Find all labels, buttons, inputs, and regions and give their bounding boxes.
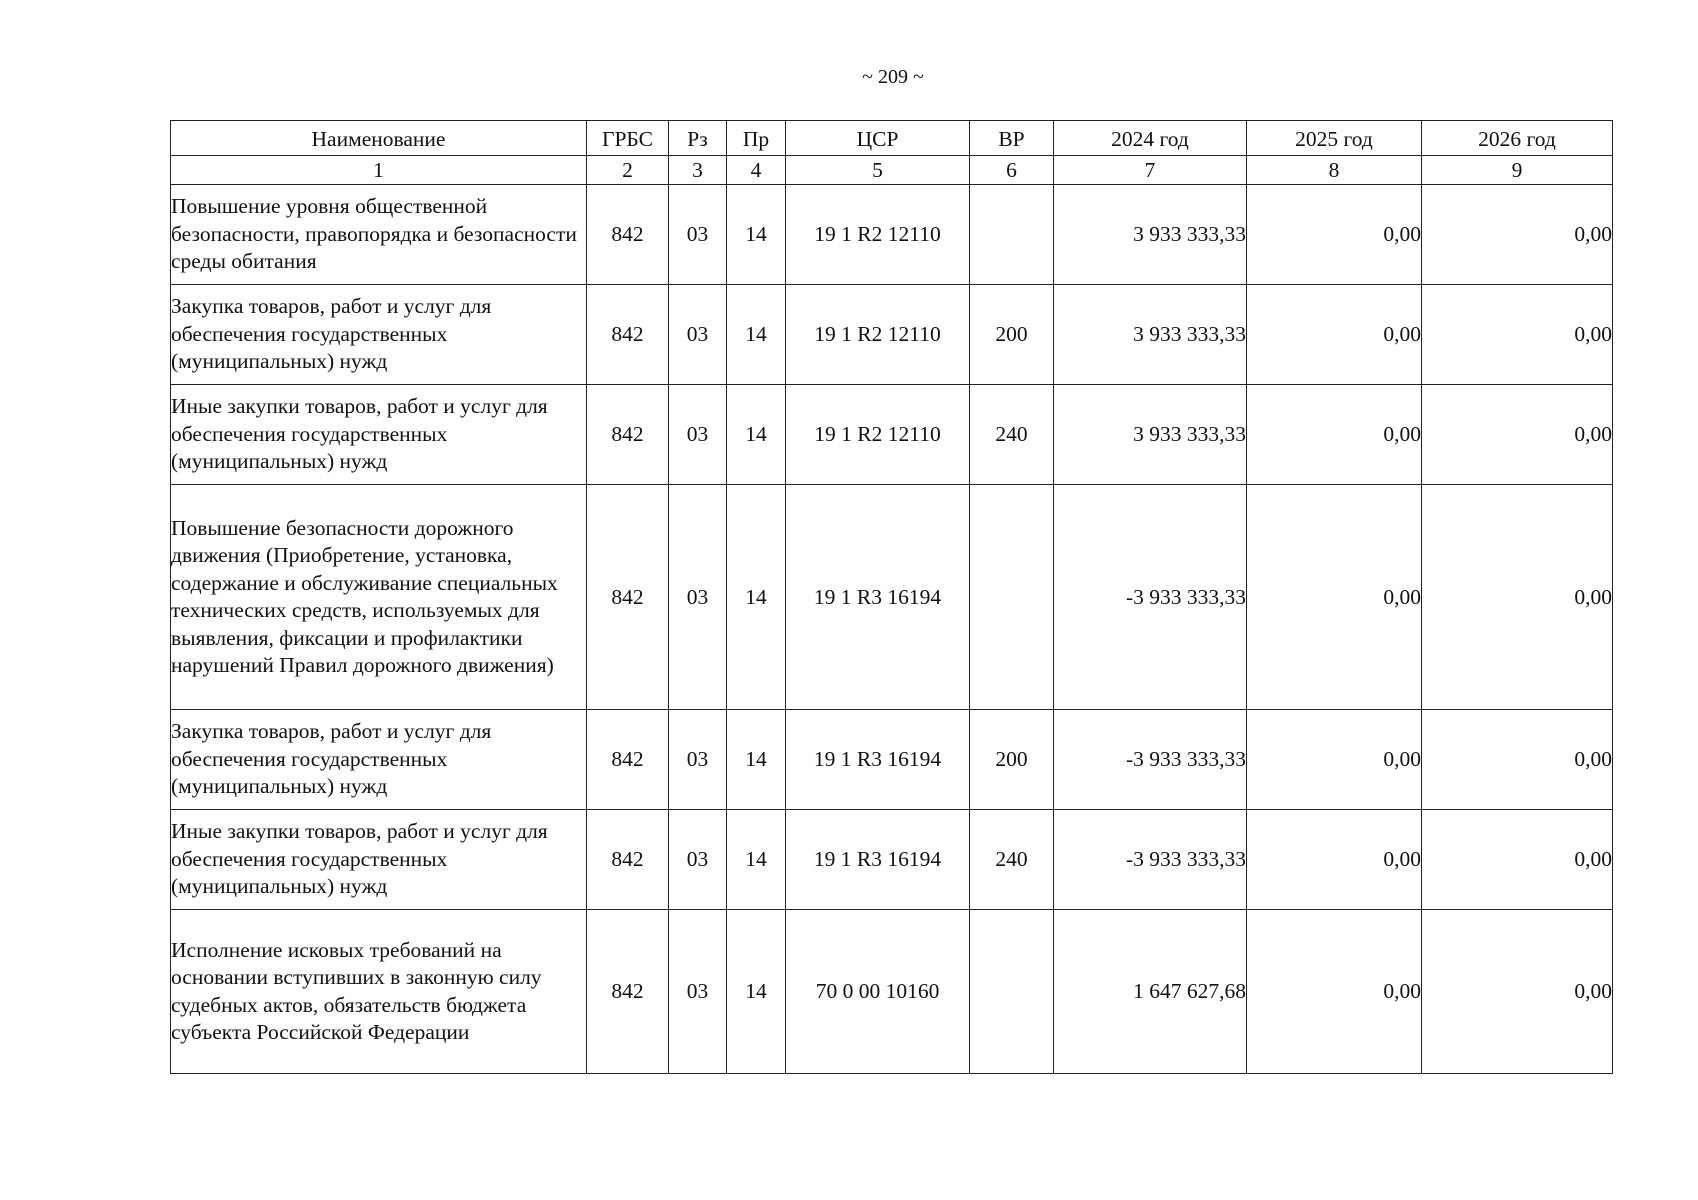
column-number: 9 — [1422, 156, 1613, 185]
cell-2024: -3 933 333,33 — [1054, 485, 1247, 710]
cell-pr: 14 — [727, 910, 786, 1074]
cell-2025: 0,00 — [1247, 710, 1422, 810]
cell-2024: 1 647 627,68 — [1054, 910, 1247, 1074]
cell-vr: 200 — [970, 710, 1054, 810]
cell-rz: 03 — [669, 285, 727, 385]
column-number: 2 — [587, 156, 669, 185]
column-number: 6 — [970, 156, 1054, 185]
cell-name: Повышение безопасности дорожного движения (Приобретение, установка, содержание и обслуживание специальных технических средств, используемых для выявления, фиксации и профилактики нарушений Правил дорожного движения) — [171, 485, 587, 710]
cell-name: Закупка товаров, работ и услуг для обеспечения государственных (муниципальных) нужд — [171, 710, 587, 810]
cell-csr: 19 1 R3 16194 — [786, 710, 970, 810]
header-grbs: ГРБС — [587, 121, 669, 156]
cell-2026: 0,00 — [1422, 910, 1613, 1074]
header-name: Наименование — [171, 121, 587, 156]
header-row — [171, 121, 1613, 156]
table-row — [171, 285, 1613, 385]
header-rz: Рз — [669, 121, 727, 156]
cell-name: Исполнение исковых требований на основании вступивших в законную силу судебных актов, обязательств бюджета субъекта Российской Федерации — [171, 910, 587, 1074]
column-number: 8 — [1247, 156, 1422, 185]
cell-rz: 03 — [669, 385, 727, 485]
header-pr: Пр — [727, 121, 786, 156]
header-2024: 2024 год — [1054, 121, 1247, 156]
cell-2026: 0,00 — [1422, 385, 1613, 485]
column-number: 4 — [727, 156, 786, 185]
cell-csr: 19 1 R2 12110 — [786, 285, 970, 385]
cell-grbs: 842 — [587, 485, 669, 710]
cell-2025: 0,00 — [1247, 485, 1422, 710]
cell-vr: 240 — [970, 385, 1054, 485]
cell-csr: 19 1 R2 12110 — [786, 185, 970, 285]
cell-vr — [970, 910, 1054, 1074]
column-number: 7 — [1054, 156, 1247, 185]
budget-table — [170, 120, 1613, 1074]
cell-vr: 240 — [970, 810, 1054, 910]
cell-2025: 0,00 — [1247, 285, 1422, 385]
cell-vr: 200 — [970, 285, 1054, 385]
cell-grbs: 842 — [587, 385, 669, 485]
cell-name: Закупка товаров, работ и услуг для обеспечения государственных (муниципальных) нужд — [171, 285, 587, 385]
header-csr: ЦСР — [786, 121, 970, 156]
cell-vr — [970, 185, 1054, 285]
cell-pr: 14 — [727, 810, 786, 910]
cell-2026: 0,00 — [1422, 285, 1613, 385]
cell-grbs: 842 — [587, 710, 669, 810]
cell-grbs: 842 — [587, 285, 669, 385]
header-2025: 2025 год — [1247, 121, 1422, 156]
table-row — [171, 810, 1613, 910]
cell-vr — [970, 485, 1054, 710]
header-2026: 2026 год — [1422, 121, 1613, 156]
cell-2025: 0,00 — [1247, 910, 1422, 1074]
table-row — [171, 385, 1613, 485]
cell-csr: 19 1 R3 16194 — [786, 810, 970, 910]
cell-pr: 14 — [727, 185, 786, 285]
cell-2026: 0,00 — [1422, 810, 1613, 910]
cell-2024: 3 933 333,33 — [1054, 385, 1247, 485]
cell-rz: 03 — [669, 710, 727, 810]
cell-2024: -3 933 333,33 — [1054, 710, 1247, 810]
column-number-row — [171, 156, 1613, 185]
table-row — [171, 910, 1613, 1074]
column-number: 1 — [171, 156, 587, 185]
cell-2024: -3 933 333,33 — [1054, 810, 1247, 910]
cell-2025: 0,00 — [1247, 385, 1422, 485]
cell-2026: 0,00 — [1422, 185, 1613, 285]
column-number: 3 — [669, 156, 727, 185]
cell-grbs: 842 — [587, 185, 669, 285]
cell-2024: 3 933 333,33 — [1054, 185, 1247, 285]
table-row — [171, 710, 1613, 810]
cell-rz: 03 — [669, 485, 727, 710]
cell-rz: 03 — [669, 185, 727, 285]
cell-pr: 14 — [727, 285, 786, 385]
column-number: 5 — [786, 156, 970, 185]
cell-2025: 0,00 — [1247, 185, 1422, 285]
cell-csr: 19 1 R2 12110 — [786, 385, 970, 485]
cell-pr: 14 — [727, 710, 786, 810]
cell-csr: 70 0 00 10160 — [786, 910, 970, 1074]
cell-name: Иные закупки товаров, работ и услуг для обеспечения государственных (муниципальных) нужд — [171, 385, 587, 485]
cell-grbs: 842 — [587, 910, 669, 1074]
table-row — [171, 185, 1613, 285]
cell-rz: 03 — [669, 910, 727, 1074]
cell-name: Повышение уровня общественной безопасности, правопорядка и безопасности среды обитания — [171, 185, 587, 285]
cell-2026: 0,00 — [1422, 710, 1613, 810]
cell-rz: 03 — [669, 810, 727, 910]
cell-name: Иные закупки товаров, работ и услуг для обеспечения государственных (муниципальных) нужд — [171, 810, 587, 910]
cell-grbs: 842 — [587, 810, 669, 910]
cell-csr: 19 1 R3 16194 — [786, 485, 970, 710]
cell-2024: 3 933 333,33 — [1054, 285, 1247, 385]
cell-2025: 0,00 — [1247, 810, 1422, 910]
header-vr: ВР — [970, 121, 1054, 156]
table-row — [171, 485, 1613, 710]
page-number: ~ 209 ~ — [862, 66, 924, 88]
cell-2026: 0,00 — [1422, 485, 1613, 710]
cell-pr: 14 — [727, 485, 786, 710]
cell-pr: 14 — [727, 385, 786, 485]
